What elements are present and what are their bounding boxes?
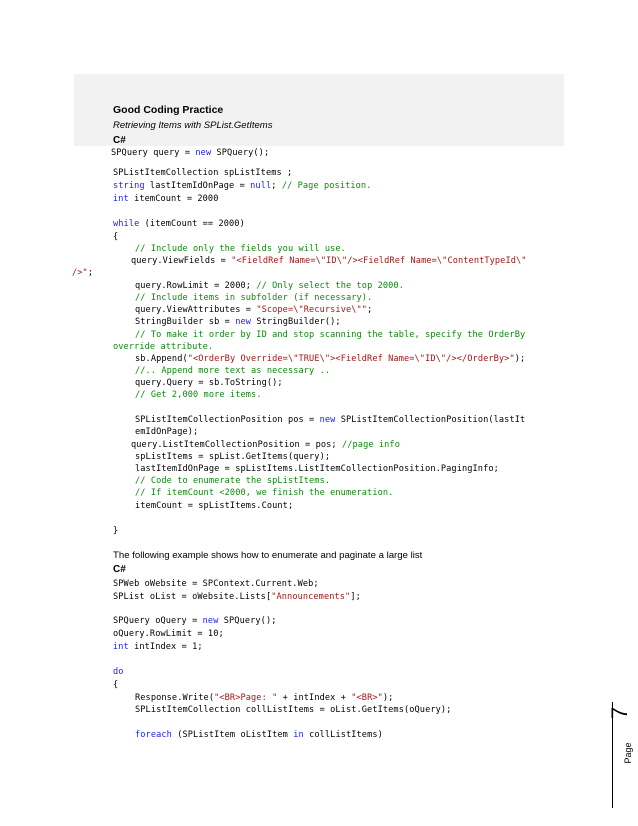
code-line: SPListItemCollectionPosition pos = new SPListItemCollectionPosition(lastIt <box>135 415 526 425</box>
code-line: int intIndex = 1; <box>113 642 203 652</box>
code-line: query.ViewAttributes = "Scope=\"Recursive\""; <box>135 305 373 315</box>
code-line: while (itemCount == 2000) <box>113 219 245 229</box>
code-comment: //.. Append more text as necessary .. <box>135 366 331 376</box>
code-line: string lastItemIdOnPage = null; // Page position. <box>113 181 372 191</box>
code-line: oQuery.RowLimit = 10; <box>113 629 224 639</box>
code-comment: // Include items in subfolder (if necessary). <box>135 293 373 303</box>
code-comment: // Include only the fields you will use. <box>135 244 346 254</box>
code-line: SPList oList = oWebsite.Lists["Announcements"]; <box>113 592 361 602</box>
code-line: query.ListItemCollectionPosition = pos; //page info <box>131 440 400 450</box>
code-line: SPListItemCollection spListItems ; <box>113 168 293 178</box>
language-label: C# <box>113 135 126 146</box>
page-label: Page <box>623 742 633 764</box>
code-line: query.ViewFields = "<FieldRef Name=\"ID\"/><FieldRef Name=\"ContentTypeId\" <box>131 256 527 266</box>
code-line: lastItemIdOnPage = spListItems.ListItemCollectionPosition.PagingInfo; <box>135 464 499 474</box>
code-line: spListItems = spList.GetItems(query); <box>135 452 331 462</box>
code-comment: // If itemCount <2000, we finish the enumeration. <box>135 488 394 498</box>
code-line: Response.Write("<BR>Page: " + intIndex + "<BR>"); <box>135 693 394 703</box>
page-number: 7 <box>607 706 633 720</box>
code-line: SPListItemCollection collListItems = oList.GetItems(oQuery); <box>135 705 452 715</box>
language-label: C# <box>113 564 126 575</box>
code-line: StringBuilder sb = new StringBuilder(); <box>135 317 341 327</box>
code-comment: // Get 2,000 more items. <box>135 390 262 400</box>
code-line: do <box>113 667 124 677</box>
code-line: query.RowLimit = 2000; // Only select the top 2000. <box>135 281 404 291</box>
code-line: foreach (SPListItem oListItem in collListItems) <box>135 730 383 740</box>
code-line: emIdOnPage); <box>135 427 199 437</box>
code-line: { <box>113 232 119 242</box>
code-line: itemCount = spListItems.Count; <box>135 501 294 511</box>
section-subtitle: Retrieving Items with SPList.GetItems <box>113 120 273 131</box>
code-line: sb.Append("<OrderBy Override=\"TRUE\"><FieldRef Name=\"ID\"/></OrderBy>"); <box>135 354 526 364</box>
code-line: SPWeb oWebsite = SPContext.Current.Web; <box>113 579 319 589</box>
section-title: Good Coding Practice <box>113 104 224 116</box>
code-line: int itemCount = 2000 <box>113 194 219 204</box>
code-line: SPQuery oQuery = new SPQuery(); <box>113 616 277 626</box>
code-comment: // Code to enumerate the spListItems. <box>135 476 331 486</box>
code-line: SPQuery query = new SPQuery(); <box>111 148 270 158</box>
code-line: } <box>113 526 119 536</box>
code-line: />"; <box>72 268 94 278</box>
code-line: query.Query = sb.ToString(); <box>135 378 283 388</box>
body-paragraph: The following example shows how to enumerate and paginate a large list <box>113 550 423 561</box>
code-comment: override attribute. <box>113 342 214 352</box>
code-line: { <box>113 680 119 690</box>
code-comment: // To make it order by ID and stop scanning the table, specify the OrderBy <box>135 330 526 340</box>
